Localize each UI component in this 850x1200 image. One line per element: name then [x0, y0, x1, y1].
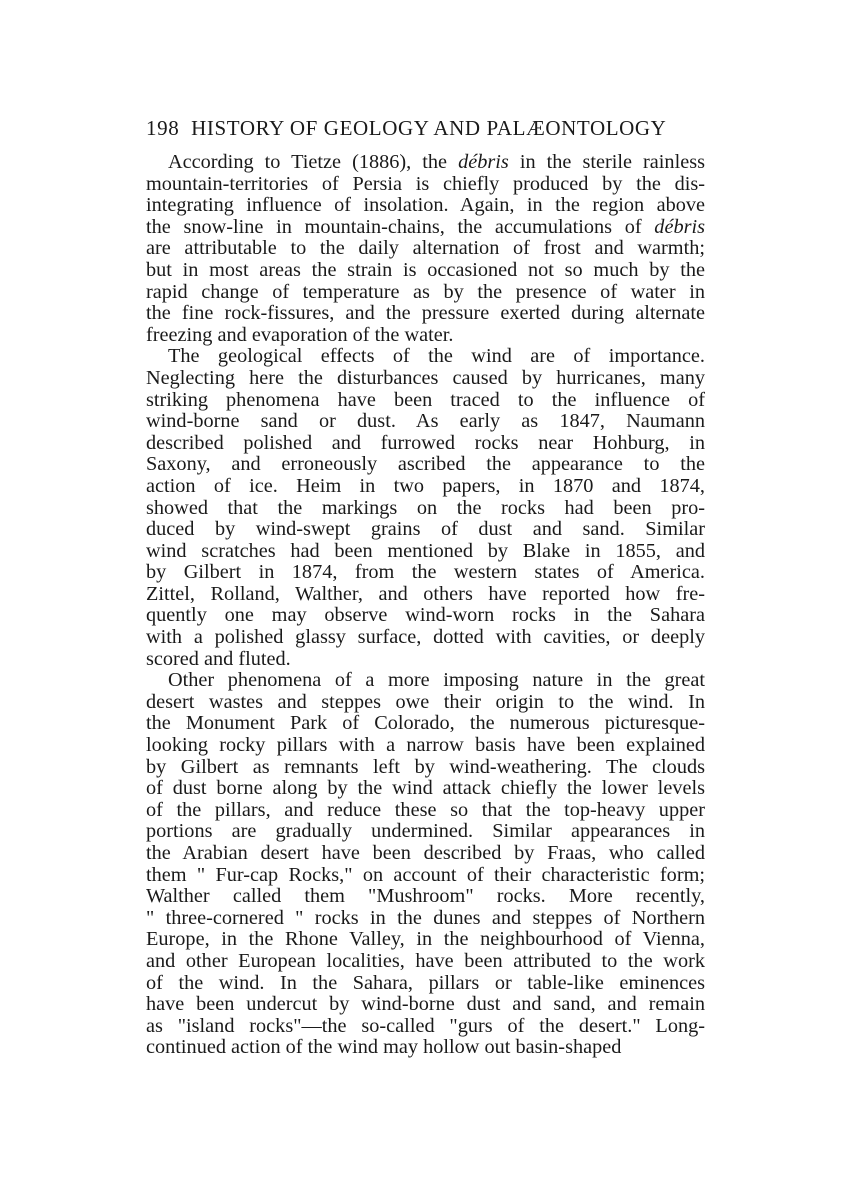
text-line: Walther called them "Mushroom" rocks. More recently,: [146, 885, 705, 908]
text-line: striking phenomena have been traced to the influence of: [146, 388, 705, 411]
paragraph: [146, 152, 705, 346]
text-line: the snow-line in mountain-chains, the accumulations of débris: [146, 215, 705, 238]
text-line: Europe, in the Rhone Valley, in the neighbourhood of Vienna,: [146, 928, 705, 951]
text-line: integrating influence of insolation. Again, in the region above: [146, 194, 705, 217]
text-line: of dust borne along by the wind attack chiefly the lower levels: [146, 777, 705, 800]
text-line: and other European localities, have been attributed to the work: [146, 949, 705, 972]
text-line: described polished and furrowed rocks near Hohburg, in: [146, 431, 705, 454]
paragraph: [146, 670, 705, 1059]
running-title: HISTORY OF GEOLOGY AND PALÆONTOLOGY: [191, 116, 667, 140]
text-line: of the wind. In the Sahara, pillars or table-like eminences: [146, 971, 705, 994]
text-line: the Arabian desert have been described by Fraas, who called: [146, 842, 705, 864]
text-line: mountain-territories of Persia is chiefly produced by the dis-: [146, 172, 705, 195]
text-line: Other phenomena of a more imposing nature in the great: [168, 669, 705, 692]
page-number: 198: [146, 116, 180, 140]
text-line: by Gilbert as remnants left by wind-weathering. The clouds: [146, 755, 705, 778]
body-text: [146, 152, 705, 1059]
text-line: The geological effects of the wind are of importance.: [168, 345, 705, 368]
text-line: them " Fur-cap Rocks," on account of their characteristic form;: [146, 863, 705, 886]
text-line: are attributable to the daily alternation of frost and warmth;: [146, 237, 705, 260]
text-line: rapid change of temperature as by the presence of water in: [146, 280, 705, 303]
text-line: Zittel, Rolland, Walther, and others have reported how fre-: [146, 582, 705, 605]
text-line: of the pillars, and reduce these so that the top-heavy upper: [146, 798, 705, 821]
text-line: scored and fluted.: [146, 647, 291, 670]
text-line: Saxony, and erroneously ascribed the appearance to the: [146, 453, 705, 476]
text-line: portions are gradually undermined. Similar appearances in: [146, 820, 705, 843]
paragraph: [146, 346, 705, 670]
text-line: desert wastes and steppes owe their origin to the wind. In: [146, 690, 705, 713]
text-line: Neglecting here the disturbances caused by hurricanes, many: [146, 366, 705, 389]
text-line: wind scratches had been mentioned by Blake in 1855, and: [146, 539, 705, 562]
text-line: " three-cornered " rocks in the dunes and steppes of Northern: [146, 906, 705, 929]
text-line: freezing and evaporation of the water.: [146, 323, 454, 346]
text-line: duced by wind-swept grains of dust and sand. Similar: [146, 518, 705, 541]
text-line: the Monument Park of Colorado, the numerous picturesque-: [146, 712, 705, 735]
text-line: as "island rocks"—the so-called "gurs of the desert." Long-: [146, 1014, 705, 1037]
text-line: have been undercut by wind-borne dust and sand, and remain: [146, 993, 705, 1016]
running-head: [146, 116, 716, 141]
text-line: wind-borne sand or dust. As early as 1847, Naumann: [146, 410, 705, 433]
text-line: by Gilbert in 1874, from the western states of America.: [146, 561, 705, 584]
text-line: According to Tietze (1886), the débris in the sterile rainless: [168, 151, 705, 173]
text-line: quently one may observe wind-worn rocks in the Sahara: [146, 604, 705, 627]
text-line: continued action of the wind may hollow out basin-shaped: [146, 1036, 622, 1059]
text-line: with a polished glassy surface, dotted with cavities, or deeply: [146, 626, 705, 649]
text-line: the fine rock-fissures, and the pressure exerted during alternate: [146, 302, 705, 325]
text-line: action of ice. Heim in two papers, in 1870 and 1874,: [146, 474, 705, 497]
text-line: showed that the markings on the rocks had been pro-: [146, 496, 705, 519]
text-line: but in most areas the strain is occasioned not so much by the: [146, 258, 705, 281]
text-line: looking rocky pillars with a narrow basis have been explained: [146, 734, 705, 757]
